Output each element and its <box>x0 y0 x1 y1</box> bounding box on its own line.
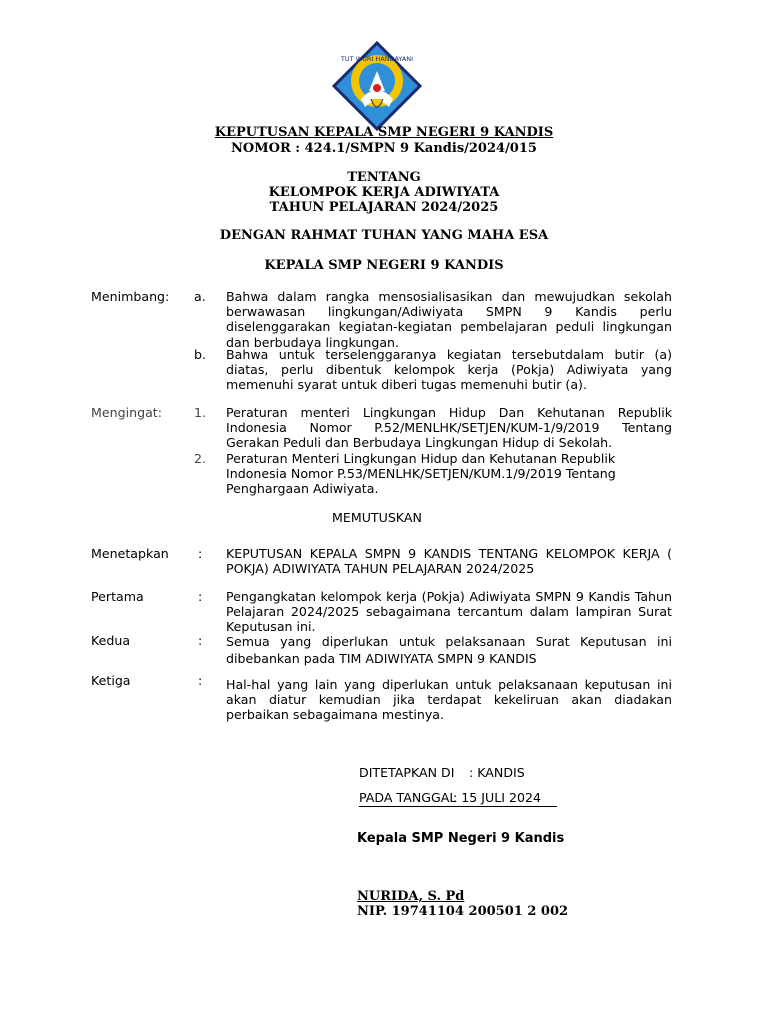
tanggal-label: PADA TANGGAL <box>359 790 457 805</box>
decision-text: Hal-hal yang lain yang diperlukan untuk pelaksanaan keputusan ini akan diatur kemudian jika terdapat kekeliruan akan diadakan perbaikan sebagaimana mestinya. <box>226 677 672 723</box>
mengingat-item: Peraturan Menteri Lingkungan Hidup dan Kehutanan Republik Indonesia Nomor P.53/MENLHK/SETJEN/KUM.1/9/2019 Tentang Penghargaan Adiwiyata. <box>226 451 616 497</box>
signer-name: NURIDA, S. Pd <box>357 889 465 904</box>
ditetapkan-label: DITETAPKAN DI <box>359 765 455 780</box>
mengingat-marker: 1. <box>194 405 207 420</box>
decision-colon: : <box>198 673 203 688</box>
tanggal-row <box>359 790 557 807</box>
ditetapkan-value: : KANDIS <box>469 765 525 780</box>
decision-label: Menetapkan <box>91 546 169 561</box>
signer-nip: NIP. 19741104 200501 2 002 <box>357 904 569 919</box>
decision-colon: : <box>198 589 203 604</box>
logo-emblem-icon <box>331 41 423 131</box>
menimbang-label: Menimbang: <box>91 289 170 304</box>
tut-wuri-handayani-logo <box>331 41 423 131</box>
menimbang-marker: a. <box>194 289 206 304</box>
svg-text:TUT WURI HANDAYANI: TUT WURI HANDAYANI <box>340 55 414 63</box>
decision-colon: : <box>198 633 203 648</box>
decision-label: Ketiga <box>91 673 131 688</box>
authority-heading: KEPALA SMP NEGERI 9 KANDIS <box>264 258 504 273</box>
menimbang-item: Bahwa untuk terselenggaranya kegiatan tersebutdalam butir (a) diatas, perlu dibentuk kelompok kerja (Pokja) Adiwiyata yang memenuhi syarat untuk diberi tugas memenuhi butir (a). <box>226 347 672 393</box>
decision-text: Semua yang diperlukan untuk pelaksanaan Surat Keputusan ini dibebankan pada TIM ADIWIYATA SMPN 9 KANDIS <box>226 634 672 666</box>
document-title: KEPUTUSAN KEPALA SMP NEGERI 9 KANDIS <box>214 125 554 140</box>
menimbang-marker: b. <box>194 347 206 362</box>
subject-line-1: KELOMPOK KERJA ADIWIYATA <box>268 185 500 200</box>
decision-label: Kedua <box>91 633 131 648</box>
decision-colon: : <box>198 546 203 561</box>
mengingat-item: Peraturan menteri Lingkungan Hidup Dan Kehutanan Republik Indonesia Nomor P.52/MENLHK/SETJEN/KUM-1/9/2019 Tentang Gerakan Peduli dan Berbudaya Lingkungan Hidup di Sekolah. <box>226 405 672 451</box>
decision-text: Pengangkatan kelompok kerja (Pokja) Adiwiyata SMPN 9 Kandis Tahun Pelajaran 2024/2025 sebagaimana tercantum dalam lampiran Surat Keputusan ini. <box>226 589 672 635</box>
signer-position: Kepala SMP Negeri 9 Kandis <box>357 831 565 846</box>
document-number: NOMOR : 424.1/SMPN 9 Kandis/2024/015 <box>231 141 537 156</box>
grace-statement: DENGAN RAHMAT TUHAN YANG MAHA ESA <box>219 228 549 243</box>
tanggal-value: : 15 JULI 2024 <box>453 790 541 805</box>
decision-label: Pertama <box>91 589 144 604</box>
mengingat-label: Mengingat: <box>91 405 162 420</box>
mengingat-marker: 2. <box>194 451 207 466</box>
tentang-heading: TENTANG <box>347 170 421 185</box>
decision-text: KEPUTUSAN KEPALA SMPN 9 KANDIS TENTANG KELOMPOK KERJA ( POKJA) ADIWIYATA TAHUN PELAJARAN 2024/2025 <box>226 546 672 577</box>
memutuskan-heading: MEMUTUSKAN <box>332 510 422 525</box>
menimbang-item: Bahwa dalam rangka mensosialisasikan dan mewujudkan sekolah berwawasan lingkungan/Adiwiyata SMPN 9 Kandis perlu diselenggarakan kegiatan-kegiatan pembelajaran peduli lingkungan dan berbudaya lingkungan. <box>226 289 672 350</box>
subject-line-2: TAHUN PELAJARAN 2024/2025 <box>269 200 499 215</box>
